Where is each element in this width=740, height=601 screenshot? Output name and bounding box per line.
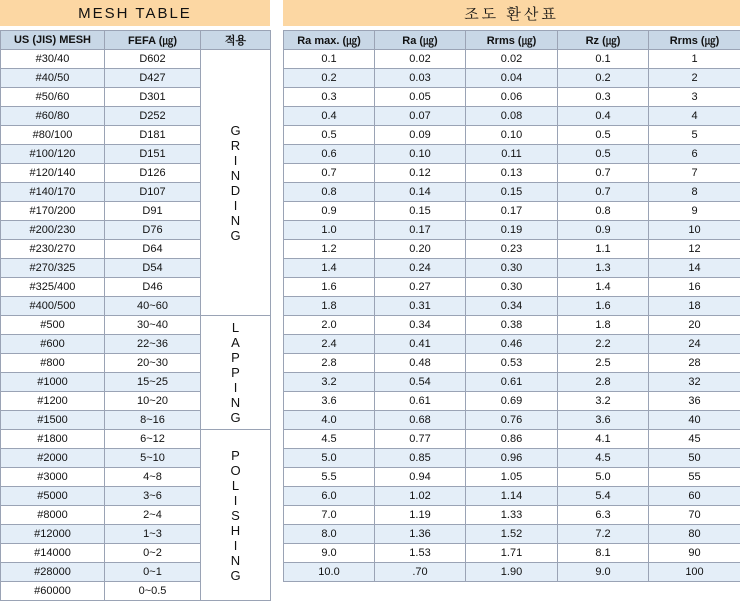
- mesh-row: [1, 430, 271, 449]
- roughness-cell-rz: 1.3: [558, 259, 649, 278]
- roughness-cell-ra: 0.15: [375, 202, 466, 221]
- mesh-cell-fefa: D91: [105, 202, 201, 221]
- roughness-cell-rrms-2: 100: [649, 563, 740, 582]
- mesh-cell-fefa: D602: [105, 50, 201, 69]
- roughness-cell-rrms-2: 70: [649, 506, 740, 525]
- mesh-cell-fefa: 6~12: [105, 430, 201, 449]
- mesh-cell-fefa: D301: [105, 88, 201, 107]
- roughness-cell-ra: 0.54: [375, 373, 466, 392]
- mesh-cell-us-jis: #60000: [1, 582, 105, 601]
- mesh-cell-fefa: D46: [105, 278, 201, 297]
- roughness-cell-ra-max: 0.2: [284, 69, 375, 88]
- mesh-header-us-jis: US (JIS) MESH: [1, 31, 105, 50]
- mesh-cell-fefa: 15~25: [105, 373, 201, 392]
- roughness-row: [284, 107, 740, 126]
- mesh-cell-fefa: D252: [105, 107, 201, 126]
- roughness-cell-rrms: 0.04: [466, 69, 558, 88]
- roughness-row: [284, 335, 740, 354]
- mesh-cell-fefa: D76: [105, 221, 201, 240]
- roughness-cell-rz: 3.6: [558, 411, 649, 430]
- mesh-cell-us-jis: #28000: [1, 563, 105, 582]
- mesh-cell-us-jis: #230/270: [1, 240, 105, 259]
- roughness-cell-ra-max: 0.1: [284, 50, 375, 69]
- roughness-cell-rrms-2: 2: [649, 69, 740, 88]
- roughness-cell-rrms-2: 1: [649, 50, 740, 69]
- roughness-cell-rz: 5.0: [558, 468, 649, 487]
- roughness-cell-ra: 0.77: [375, 430, 466, 449]
- roughness-cell-rz: 8.1: [558, 544, 649, 563]
- roughness-cell-ra-max: 8.0: [284, 525, 375, 544]
- roughness-cell-ra: 1.53: [375, 544, 466, 563]
- roughness-cell-ra: 0.02: [375, 50, 466, 69]
- roughness-cell-ra-max: 0.5: [284, 126, 375, 145]
- roughness-cell-rrms: 1.14: [466, 487, 558, 506]
- roughness-row: [284, 202, 740, 221]
- mesh-cell-fefa: 30~40: [105, 316, 201, 335]
- roughness-cell-ra: 0.68: [375, 411, 466, 430]
- roughness-cell-rrms-2: 5: [649, 126, 740, 145]
- mesh-cell-us-jis: #800: [1, 354, 105, 373]
- roughness-cell-ra-max: 3.2: [284, 373, 375, 392]
- roughness-cell-ra: 1.19: [375, 506, 466, 525]
- roughness-row: [284, 145, 740, 164]
- roughness-cell-rrms-2: 60: [649, 487, 740, 506]
- roughness-row: [284, 183, 740, 202]
- roughness-cell-rz: 2.5: [558, 354, 649, 373]
- roughness-cell-rz: 3.2: [558, 392, 649, 411]
- roughness-cell-ra: 0.05: [375, 88, 466, 107]
- mesh-cell-us-jis: #80/100: [1, 126, 105, 145]
- mesh-cell-us-jis: #1200: [1, 392, 105, 411]
- roughness-cell-rrms: 1.05: [466, 468, 558, 487]
- roughness-cell-ra: 0.85: [375, 449, 466, 468]
- mesh-cell-fefa: 10~20: [105, 392, 201, 411]
- mesh-cell-us-jis: #400/500: [1, 297, 105, 316]
- roughness-cell-rz: 9.0: [558, 563, 649, 582]
- roughness-row: [284, 563, 740, 582]
- roughness-row: [284, 373, 740, 392]
- mesh-cell-us-jis: #12000: [1, 525, 105, 544]
- roughness-cell-ra: 0.10: [375, 145, 466, 164]
- roughness-row: [284, 392, 740, 411]
- roughness-header-rrms-2: Rrms (㎍): [649, 31, 740, 50]
- roughness-row: [284, 544, 740, 563]
- roughness-cell-rz: 1.6: [558, 297, 649, 316]
- roughness-cell-ra: 1.02: [375, 487, 466, 506]
- roughness-cell-ra-max: 2.0: [284, 316, 375, 335]
- roughness-cell-ra-max: 5.0: [284, 449, 375, 468]
- roughness-cell-rrms: 0.23: [466, 240, 558, 259]
- mesh-cell-us-jis: #8000: [1, 506, 105, 525]
- roughness-header-rrms: Rrms (㎍): [466, 31, 558, 50]
- roughness-cell-rrms: 0.38: [466, 316, 558, 335]
- vertical-label: L A P P I N G: [201, 316, 270, 429]
- roughness-row: [284, 278, 740, 297]
- roughness-row: [284, 525, 740, 544]
- roughness-cell-rrms-2: 55: [649, 468, 740, 487]
- roughness-cell-ra: 0.24: [375, 259, 466, 278]
- roughness-cell-ra-max: 1.6: [284, 278, 375, 297]
- roughness-cell-ra: 0.07: [375, 107, 466, 126]
- roughness-cell-ra: .70: [375, 563, 466, 582]
- roughness-cell-ra-max: 3.6: [284, 392, 375, 411]
- roughness-cell-rrms: 0.30: [466, 259, 558, 278]
- mesh-cell-fefa: 2~4: [105, 506, 201, 525]
- roughness-cell-rz: 1.4: [558, 278, 649, 297]
- roughness-row: [284, 430, 740, 449]
- vertical-label: P O L I S H I N G: [201, 430, 270, 600]
- roughness-cell-ra: 0.34: [375, 316, 466, 335]
- mesh-row: [1, 316, 271, 335]
- roughness-cell-ra: 0.27: [375, 278, 466, 297]
- mesh-cell-us-jis: #2000: [1, 449, 105, 468]
- roughness-cell-rz: 4.5: [558, 449, 649, 468]
- roughness-cell-rrms: 1.90: [466, 563, 558, 582]
- roughness-cell-ra: 0.17: [375, 221, 466, 240]
- roughness-row: [284, 449, 740, 468]
- roughness-cell-rz: 0.7: [558, 183, 649, 202]
- roughness-cell-rz: 7.2: [558, 525, 649, 544]
- roughness-cell-ra-max: 1.4: [284, 259, 375, 278]
- roughness-row: [284, 354, 740, 373]
- roughness-cell-ra-max: 9.0: [284, 544, 375, 563]
- roughness-row: [284, 316, 740, 335]
- roughness-cell-ra-max: 2.8: [284, 354, 375, 373]
- mesh-cell-us-jis: #3000: [1, 468, 105, 487]
- roughness-cell-rrms-2: 28: [649, 354, 740, 373]
- roughness-row: [284, 240, 740, 259]
- roughness-row: [284, 506, 740, 525]
- roughness-cell-ra-max: 1.0: [284, 221, 375, 240]
- roughness-cell-rrms: 0.30: [466, 278, 558, 297]
- roughness-header-row: [284, 31, 740, 50]
- roughness-row: [284, 69, 740, 88]
- roughness-row: [284, 88, 740, 107]
- roughness-cell-rrms: 0.02: [466, 50, 558, 69]
- roughness-cell-rrms-2: 90: [649, 544, 740, 563]
- mesh-cell-us-jis: #1500: [1, 411, 105, 430]
- roughness-cell-rrms: 0.06: [466, 88, 558, 107]
- roughness-cell-ra: 0.14: [375, 183, 466, 202]
- roughness-cell-ra-max: 6.0: [284, 487, 375, 506]
- mesh-cell-us-jis: #600: [1, 335, 105, 354]
- roughness-cell-ra-max: 0.3: [284, 88, 375, 107]
- roughness-row: [284, 259, 740, 278]
- roughness-row: [284, 50, 740, 69]
- roughness-cell-rrms: 1.71: [466, 544, 558, 563]
- roughness-cell-rrms-2: 50: [649, 449, 740, 468]
- mesh-cell-us-jis: #270/325: [1, 259, 105, 278]
- roughness-table: [283, 30, 740, 582]
- roughness-cell-ra-max: 7.0: [284, 506, 375, 525]
- mesh-cell-us-jis: #100/120: [1, 145, 105, 164]
- roughness-cell-rrms-2: 18: [649, 297, 740, 316]
- roughness-cell-rrms: 0.53: [466, 354, 558, 373]
- roughness-cell-ra: 0.20: [375, 240, 466, 259]
- mesh-cell-fefa: D427: [105, 69, 201, 88]
- roughness-row: [284, 164, 740, 183]
- roughness-cell-rz: 0.7: [558, 164, 649, 183]
- mesh-cell-us-jis: #1000: [1, 373, 105, 392]
- mesh-header-row: [1, 31, 271, 50]
- roughness-table-title: 조도 환산표: [283, 0, 740, 26]
- roughness-cell-ra: 0.09: [375, 126, 466, 145]
- roughness-cell-rrms: 0.13: [466, 164, 558, 183]
- roughness-row: [284, 468, 740, 487]
- roughness-row: [284, 411, 740, 430]
- roughness-cell-rz: 1.1: [558, 240, 649, 259]
- mesh-cell-us-jis: #200/230: [1, 221, 105, 240]
- roughness-cell-ra-max: 0.4: [284, 107, 375, 126]
- roughness-cell-rrms-2: 36: [649, 392, 740, 411]
- roughness-cell-ra-max: 4.5: [284, 430, 375, 449]
- mesh-table-title: MESH TABLE: [0, 0, 270, 26]
- roughness-cell-rz: 0.8: [558, 202, 649, 221]
- mesh-cell-fefa: 5~10: [105, 449, 201, 468]
- application-group-label: [201, 316, 271, 430]
- mesh-cell-fefa: D64: [105, 240, 201, 259]
- mesh-cell-fefa: 4~8: [105, 468, 201, 487]
- application-group-label: [201, 430, 271, 601]
- mesh-cell-fefa: 0~0.5: [105, 582, 201, 601]
- roughness-cell-rrms: 0.76: [466, 411, 558, 430]
- mesh-cell-fefa: 22~36: [105, 335, 201, 354]
- roughness-cell-rz: 4.1: [558, 430, 649, 449]
- roughness-row: [284, 487, 740, 506]
- roughness-cell-ra-max: 4.0: [284, 411, 375, 430]
- roughness-cell-rrms-2: 40: [649, 411, 740, 430]
- roughness-cell-ra-max: 10.0: [284, 563, 375, 582]
- roughness-cell-rz: 0.5: [558, 145, 649, 164]
- mesh-cell-fefa: 20~30: [105, 354, 201, 373]
- roughness-cell-rz: 6.3: [558, 506, 649, 525]
- roughness-cell-ra: 0.12: [375, 164, 466, 183]
- mesh-cell-fefa: 0~1: [105, 563, 201, 582]
- roughness-cell-rrms-2: 32: [649, 373, 740, 392]
- roughness-cell-ra-max: 5.5: [284, 468, 375, 487]
- roughness-cell-rz: 1.8: [558, 316, 649, 335]
- mesh-header-fefa: FEFA (㎍): [105, 31, 201, 50]
- mesh-cell-fefa: 1~3: [105, 525, 201, 544]
- roughness-header-ra: Ra (㎍): [375, 31, 466, 50]
- mesh-cell-us-jis: #5000: [1, 487, 105, 506]
- mesh-cell-fefa: 40~60: [105, 297, 201, 316]
- roughness-cell-rrms-2: 6: [649, 145, 740, 164]
- roughness-cell-rrms-2: 3: [649, 88, 740, 107]
- roughness-cell-ra: 1.36: [375, 525, 466, 544]
- roughness-row: [284, 126, 740, 145]
- mesh-cell-us-jis: #1800: [1, 430, 105, 449]
- roughness-cell-rrms-2: 7: [649, 164, 740, 183]
- mesh-cell-fefa: 3~6: [105, 487, 201, 506]
- roughness-cell-rrms-2: 24: [649, 335, 740, 354]
- roughness-cell-ra-max: 1.8: [284, 297, 375, 316]
- roughness-cell-rz: 5.4: [558, 487, 649, 506]
- roughness-cell-rrms: 0.46: [466, 335, 558, 354]
- mesh-cell-us-jis: #500: [1, 316, 105, 335]
- mesh-cell-us-jis: #50/60: [1, 88, 105, 107]
- roughness-cell-rrms-2: 10: [649, 221, 740, 240]
- mesh-table-panel: [0, 0, 270, 601]
- mesh-cell-fefa: 0~2: [105, 544, 201, 563]
- mesh-table: [0, 30, 271, 601]
- roughness-cell-ra: 0.61: [375, 392, 466, 411]
- vertical-label: G R I N D I N G: [201, 50, 270, 315]
- mesh-cell-fefa: D54: [105, 259, 201, 278]
- mesh-row: [1, 50, 271, 69]
- roughness-header-ra-max: Ra max. (㎍): [284, 31, 375, 50]
- roughness-cell-rrms: 0.11: [466, 145, 558, 164]
- roughness-cell-ra: 0.31: [375, 297, 466, 316]
- mesh-cell-us-jis: #60/80: [1, 107, 105, 126]
- mesh-cell-us-jis: #120/140: [1, 164, 105, 183]
- roughness-cell-rrms-2: 14: [649, 259, 740, 278]
- roughness-cell-ra: 0.48: [375, 354, 466, 373]
- roughness-cell-ra-max: 0.8: [284, 183, 375, 202]
- roughness-cell-ra: 0.03: [375, 69, 466, 88]
- roughness-cell-rz: 0.2: [558, 69, 649, 88]
- mesh-cell-fefa: D181: [105, 126, 201, 145]
- mesh-cell-fefa: D151: [105, 145, 201, 164]
- roughness-cell-rrms: 0.61: [466, 373, 558, 392]
- mesh-cell-us-jis: #30/40: [1, 50, 105, 69]
- roughness-cell-ra: 0.41: [375, 335, 466, 354]
- roughness-row: [284, 297, 740, 316]
- roughness-header-rz: Rz (㎍): [558, 31, 649, 50]
- roughness-cell-rrms-2: 8: [649, 183, 740, 202]
- mesh-header-application: 적용: [201, 31, 271, 50]
- roughness-cell-rrms-2: 20: [649, 316, 740, 335]
- roughness-cell-rrms: 0.19: [466, 221, 558, 240]
- roughness-cell-ra-max: 1.2: [284, 240, 375, 259]
- roughness-row: [284, 221, 740, 240]
- roughness-cell-rz: 0.4: [558, 107, 649, 126]
- roughness-cell-rrms-2: 80: [649, 525, 740, 544]
- roughness-cell-rrms: 0.15: [466, 183, 558, 202]
- roughness-cell-ra-max: 0.7: [284, 164, 375, 183]
- roughness-cell-ra-max: 0.9: [284, 202, 375, 221]
- roughness-cell-rrms: 0.69: [466, 392, 558, 411]
- roughness-cell-rrms-2: 4: [649, 107, 740, 126]
- mesh-cell-us-jis: #140/170: [1, 183, 105, 202]
- roughness-table-panel: [283, 0, 740, 582]
- roughness-cell-rrms: 0.17: [466, 202, 558, 221]
- roughness-cell-rrms-2: 45: [649, 430, 740, 449]
- roughness-cell-rrms: 1.33: [466, 506, 558, 525]
- roughness-cell-rrms: 0.08: [466, 107, 558, 126]
- roughness-cell-rrms-2: 9: [649, 202, 740, 221]
- mesh-cell-us-jis: #40/50: [1, 69, 105, 88]
- roughness-cell-rz: 0.5: [558, 126, 649, 145]
- roughness-cell-rrms: 0.34: [466, 297, 558, 316]
- roughness-cell-rrms: 0.86: [466, 430, 558, 449]
- mesh-cell-us-jis: #14000: [1, 544, 105, 563]
- mesh-cell-fefa: D107: [105, 183, 201, 202]
- roughness-cell-rz: 0.1: [558, 50, 649, 69]
- roughness-cell-rrms: 0.96: [466, 449, 558, 468]
- roughness-cell-rz: 0.9: [558, 221, 649, 240]
- roughness-cell-ra: 0.94: [375, 468, 466, 487]
- roughness-cell-ra-max: 0.6: [284, 145, 375, 164]
- mesh-cell-us-jis: #325/400: [1, 278, 105, 297]
- mesh-cell-fefa: D126: [105, 164, 201, 183]
- roughness-cell-rz: 2.2: [558, 335, 649, 354]
- roughness-cell-rz: 0.3: [558, 88, 649, 107]
- roughness-cell-rrms: 1.52: [466, 525, 558, 544]
- roughness-cell-rrms: 0.10: [466, 126, 558, 145]
- roughness-cell-rrms-2: 12: [649, 240, 740, 259]
- roughness-cell-rz: 2.8: [558, 373, 649, 392]
- roughness-cell-rrms-2: 16: [649, 278, 740, 297]
- mesh-cell-us-jis: #170/200: [1, 202, 105, 221]
- mesh-cell-fefa: 8~16: [105, 411, 201, 430]
- application-group-label: [201, 50, 271, 316]
- roughness-cell-ra-max: 2.4: [284, 335, 375, 354]
